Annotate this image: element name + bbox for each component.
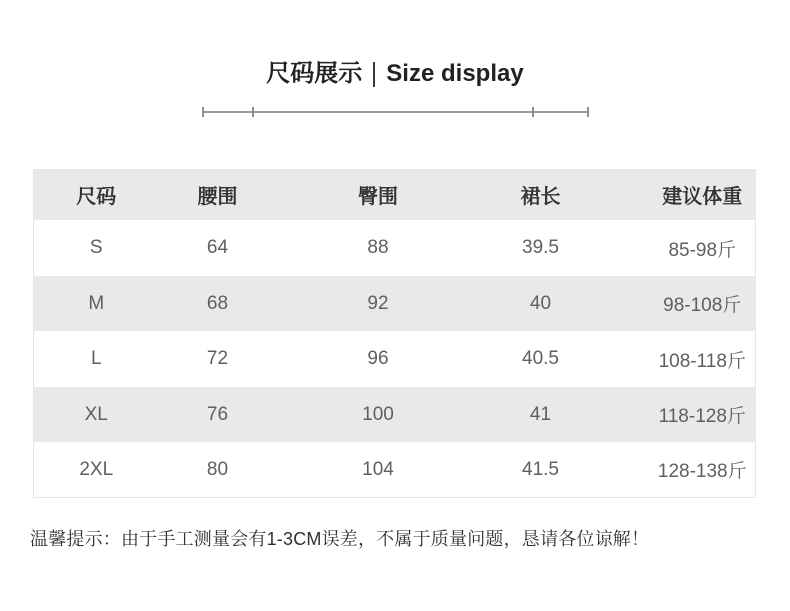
cell-waist: 80 [206,458,229,480]
table-row-m [34,276,756,332]
col-header-size: 尺码 [34,169,139,220]
cell-hip: 88 [367,237,389,259]
measurement-disclaimer-note: 温馨提示：由于手工测量会有1-3CM误差，不属于质量问题，恳请各位谅解！ [30,529,650,550]
cell-length: 40 [460,276,622,332]
col-header-length: 裙长 [460,169,622,220]
cell-size: S [89,237,103,259]
ruler-decoration-line [202,111,589,113]
size-chart-table [33,169,756,498]
cell-waist: 76 [139,387,297,443]
cell-size: M [34,276,139,332]
ruler-tick [532,107,534,117]
cell-length: 39.5 [522,237,559,259]
cell-weight: 85-98斤 [668,239,737,261]
cell-length: 41 [460,387,622,443]
cell-waist: 68 [139,276,297,332]
ruler-tick [587,107,589,117]
col-header-waist: 腰围 [139,169,297,220]
cell-hip: 104 [362,458,394,480]
table-header-row [34,169,756,220]
table-row-s [34,220,756,276]
cell-weight: 128-138斤 [657,461,747,483]
ruler-tick [202,107,204,117]
page-title-chinese: 尺码展示 [266,60,363,87]
table-row-xl [34,387,756,443]
cell-weight: 108-118斤 [658,350,746,372]
page-title [0,0,790,87]
table-row-2xl [34,442,756,498]
cell-hip: 92 [297,276,460,332]
ruler-tick [252,107,254,117]
cell-length: 40.5 [522,348,559,370]
cell-waist: 72 [206,348,229,370]
col-header-weight: 建议体重 [622,169,756,220]
cell-hip: 100 [297,387,460,443]
cell-size: L [90,348,102,370]
cell-length: 41.5 [522,458,559,480]
table-row-l [34,331,756,387]
cell-size: XL [34,387,139,443]
cell-weight: 98-108斤 [622,276,756,332]
cell-hip: 96 [367,348,389,370]
page-title-english: Size display [386,60,524,87]
cell-weight: 118-128斤 [622,387,756,443]
title-divider-bar [373,62,375,87]
col-header-hip: 臀围 [297,169,460,220]
cell-waist: 64 [206,237,229,259]
cell-size: 2XL [79,458,114,480]
